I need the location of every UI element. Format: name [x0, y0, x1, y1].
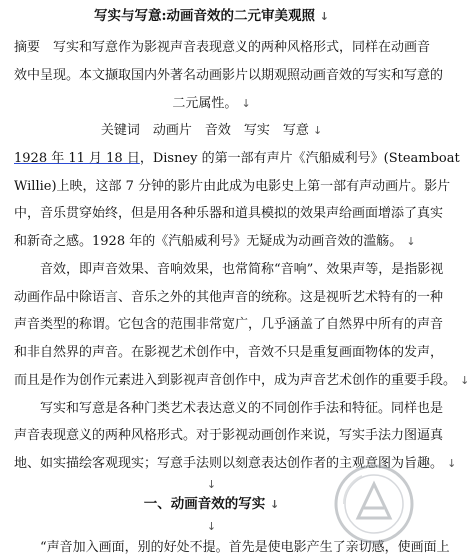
paragraph-mark: ↓ [206, 520, 217, 533]
keywords-text: 关键词 动画片 音效 写实 写意 [100, 123, 309, 138]
paragraph-1-line-3: 中，音乐贯穿始终，但是用各种乐器和道具模拟的效果声给画面增添了真实 [14, 206, 444, 221]
section-heading-text: 一、动画音效的写实 [143, 496, 266, 512]
paragraph-1-line-4-text: 和新奇之感。1928 年的《汽船威利号》无疑成为动画音效的滥觞。 [14, 234, 403, 249]
keywords-line [0, 122, 423, 139]
paragraph-1-line-4 [14, 233, 416, 250]
document-title-text: 写实与写意:动画音效的二元审美观照 [94, 8, 316, 24]
paragraph-2-line-3: 声音类型的称谓。它包含的范围非常宽广，几乎涵盖了自然界中所有的声音 [14, 317, 444, 332]
watermark-logo-icon [332, 462, 416, 546]
paragraph-1-line-1-rest: ，Disney 的第一部有声片《汽船威利号》(Steamboat [139, 151, 460, 166]
paragraph-mark: ↓ [269, 498, 280, 511]
paragraph-mark: ↓ [460, 374, 469, 387]
paragraph-3-line-2: 声音表现意义的两种风格形式。对于影视动画创作来说，写实手法力图逼真 [14, 428, 444, 443]
paragraph-1-line-1 [14, 150, 460, 167]
paragraph-3-line-1: 写实和写意是各种门类艺术表达意义的不同创作手法和特征。同样也是 [40, 401, 444, 416]
paragraph-mark: ↓ [447, 457, 457, 470]
paragraph-2-line-2: 动画作品中除语言、音乐之外的其他声音的统称。这是视听艺术特有的一种 [14, 290, 444, 305]
paragraph-2-line-5-text: 而且是作为创作元素进入到影视声音创作中，成为声音艺术创作的重要手段。 [14, 373, 457, 388]
abstract-line-3 [0, 95, 423, 112]
paragraph-2-line-1: 音效，即声音效果、音响效果，也常简称“音响”、效果声等，是指影视 [40, 262, 444, 277]
paragraph-2-line-4: 和非自然界的声音。在影视艺术创作中，音效不只是重复画面物体的发声， [14, 345, 444, 360]
paragraph-4-line-1: “声音加入画面，别的好处不提。首先是使电影产生了亲切感，使画面上 [40, 540, 450, 555]
abstract-line-1: 摘要 写实和写意作为影视声音表现意义的两种风格形式，同样在动画音 [14, 40, 431, 55]
document-title [0, 8, 423, 25]
date-text: 1928 年 11 月 18 日 [14, 151, 140, 166]
paragraph-mark: ↓ [241, 97, 251, 110]
abstract-line-2: 效中呈现。本文撷取国内外著名动画影片以期观照动画音效的写实和写意的 [14, 68, 444, 83]
abstract-line-3-text: 二元属性。 [172, 96, 238, 111]
paragraph-mark: ↓ [406, 235, 416, 248]
paragraph-mark: ↓ [319, 10, 329, 23]
paragraph-1-line-2: Willie)上映，这部 7 分钟的影片由此成为电影史上第一部有声动画片。影片 [14, 179, 451, 194]
paragraph-2-line-5 [14, 372, 469, 389]
paragraph-3-line-3-text: 地、如实描绘客观现实；写意手法则以刻意表达创作者的主观意图为旨趣。 [14, 456, 444, 471]
paragraph-mark: ↓ [206, 478, 217, 491]
paragraph-mark: ↓ [312, 124, 323, 137]
